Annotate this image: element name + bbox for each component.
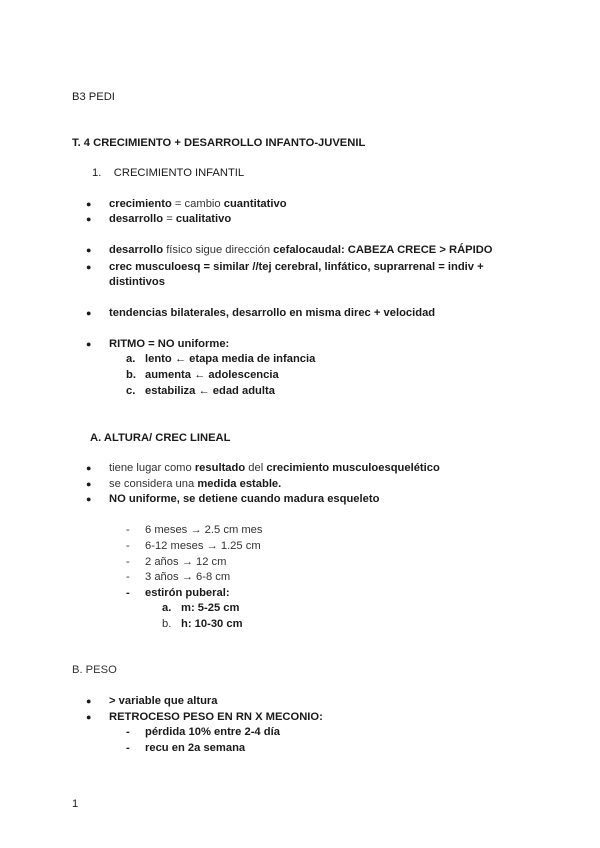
section-label: CRECIMIENTO INFANTIL <box>113 167 245 179</box>
list-item: ● tendencias bilaterales, desarrollo en misma direc + velocidad <box>109 306 435 320</box>
list-item: ● tiene lugar como resultado del crecimiento musculoesquelético <box>109 461 440 475</box>
list-item: ● > variable que altura <box>109 694 218 708</box>
page-title: T. 4 CRECIMIENTO + DESARROLLO INFANTO-JUVENIL <box>72 137 366 149</box>
sub-item: a. m: 5-25 cm <box>162 602 240 614</box>
section-heading: A. ALTURA/ CREC LINEAL <box>90 432 231 444</box>
sub-item: b. aumenta ← adolescencia <box>126 369 279 381</box>
sub-item: - recu en 2a semana <box>126 742 246 754</box>
sub-item: b. h: 10-30 cm <box>162 618 243 630</box>
rate-item: - estirón puberal: <box>126 587 230 599</box>
section-number: 1. <box>92 167 102 179</box>
list-item: ● se considera una medida estable. <box>109 477 281 491</box>
list-item: ● crec musculoesq = similar //tej cerebral, linfático, suprarrenal = indiv + <box>109 260 484 274</box>
section-heading: B. PESO <box>72 664 117 676</box>
list-item: ● desarrollo = cualitativo <box>109 212 231 226</box>
list-item: ● desarrollo físico sigue dirección cefalocaudal: CABEZA CRECE > RÁPIDO <box>109 243 493 257</box>
sub-item: - pérdida 10% entre 2-4 día <box>126 726 280 738</box>
list-item: ● crecimiento = cambio cuantitativo <box>109 197 287 211</box>
list-item-continuation: distintivos <box>109 276 165 288</box>
page-number: 1 <box>72 798 79 810</box>
sub-item: a. lento ← etapa media de infancia <box>126 353 316 365</box>
course-header: B3 PEDI <box>72 91 115 103</box>
section-heading <box>92 166 244 180</box>
list-item: ● RETROCESO PESO EN RN X MECONIO: <box>109 710 323 724</box>
rate-item: - 3 años → 6-8 cm <box>126 571 231 583</box>
rate-item: - 6 meses → 2.5 cm mes <box>126 524 263 536</box>
list-item: ● NO uniforme, se detiene cuando madura esqueleto <box>109 492 379 506</box>
rate-item: - 6-12 meses → 1.25 cm <box>126 540 261 552</box>
list-item: ● RITMO = NO uniforme: <box>109 337 229 351</box>
rate-item: - 2 años → 12 cm <box>126 556 227 568</box>
sub-item: c. estabiliza ← edad adulta <box>126 385 275 397</box>
